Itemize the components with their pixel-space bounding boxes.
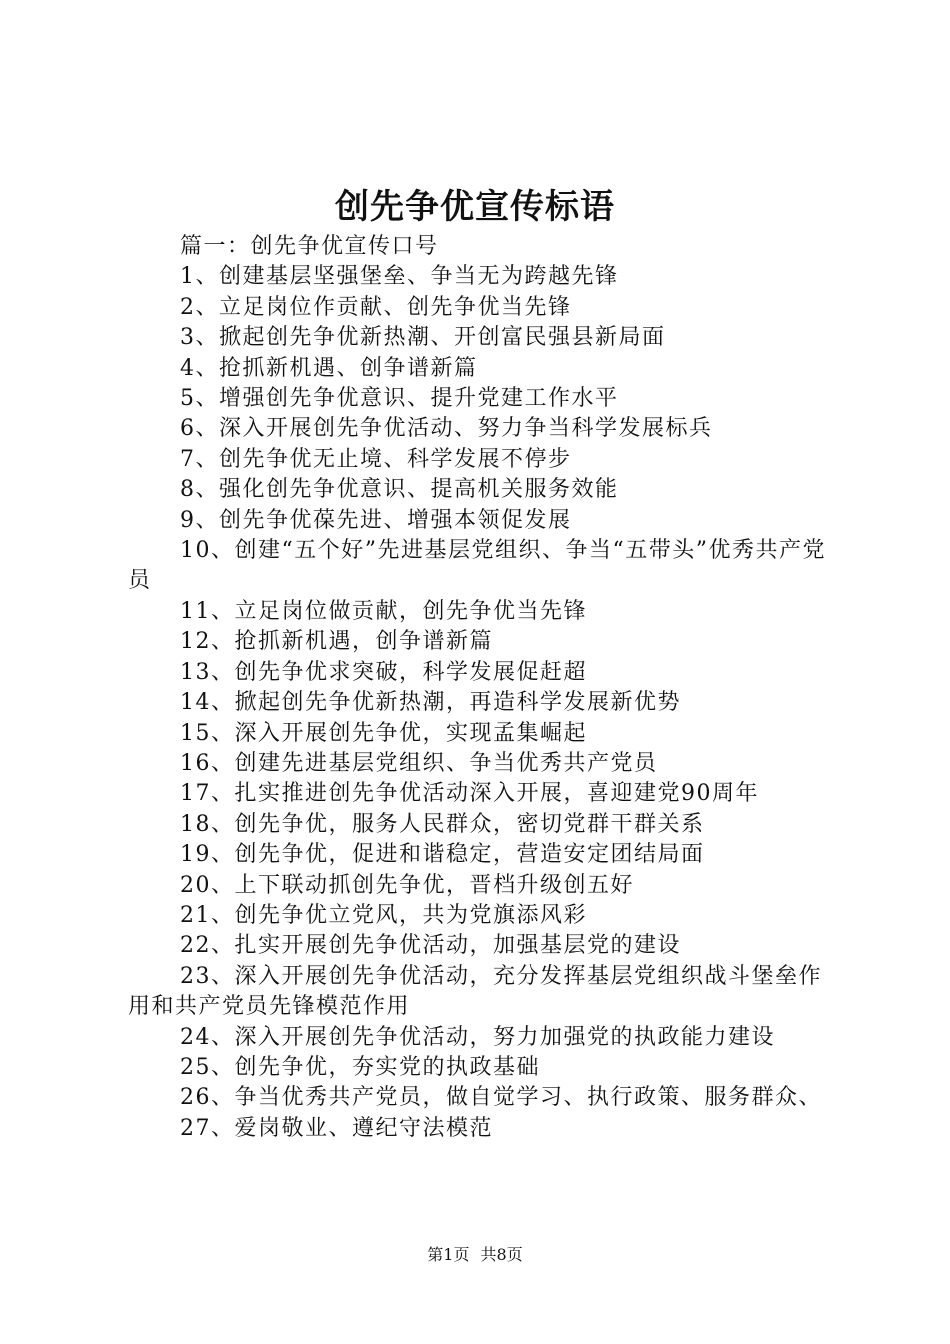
- page-footer: [0, 1244, 950, 1266]
- document-title: 创先争优宣传标语: [335, 187, 615, 227]
- slogan-item: 26、争当优秀共产党员，做自觉学习、执行政策、服务群众、: [180, 1085, 822, 1111]
- slogan-item: 16、创建先进基层党组织、争当优秀共产党员: [180, 750, 658, 776]
- slogan-item: 21、创先争优立党风，共为党旗添风彩: [180, 902, 587, 928]
- slogan-item: 20、上下联动抓创先争优，晋档升级创五好: [180, 872, 634, 898]
- document-body: [128, 232, 838, 1144]
- page-total: 共8页: [480, 1245, 523, 1264]
- slogan-item: 5、增强创先争优意识、提升党建工作水平: [180, 386, 619, 412]
- slogan-item: 9、创先争优葆先进、增强本领促发展: [180, 507, 572, 533]
- slogan-item: 19、创先争优，促进和谐稳定，营造安定团结局面: [180, 842, 705, 868]
- slogan-item: 14、掀起创先争优新热潮，再造科学发展新优势: [180, 690, 681, 716]
- slogan-item: 18、创先争优，服务人民群众，密切党群干群关系: [180, 811, 705, 837]
- slogan-item: 24、深入开展创先争优活动，努力加强党的执政能力建设: [180, 1024, 775, 1050]
- slogan-item: 10、创建“五个好”先进基层党组织、争当“五带头”优秀共产党员: [128, 538, 826, 594]
- slogan-item: 1、创建基层坚强堡垒、争当无为跨越先锋: [180, 264, 619, 290]
- slogan-item: 3、掀起创先争优新热潮、开创富民强县新局面: [180, 325, 666, 351]
- slogan-item: 2、立足岗位作贡献、创先争优当先锋: [180, 294, 572, 320]
- slogan-item: 4、抢抓新机遇、创争谱新篇: [180, 355, 478, 381]
- slogan-item: 15、深入开展创先争优，实现孟集崛起: [180, 720, 587, 746]
- slogan-item: 22、扎实开展创先争优活动，加强基层党的建设: [180, 933, 681, 959]
- section-heading: 篇一：创先争优宣传口号: [180, 234, 439, 259]
- slogan-item: 25、创先争优，夯实党的执政基础: [180, 1054, 540, 1080]
- slogan-item: 27、爱岗敬业、遵纪守法模范: [180, 1115, 493, 1141]
- slogan-item: 8、强化创先争优意识、提高机关服务效能: [180, 477, 619, 503]
- slogan-item: 23、深入开展创先争优活动，充分发挥基层党组织战斗堡垒作用和共产党员先锋模范作用: [128, 963, 822, 1020]
- slogan-item: 7、创先争优无止境、科学发展不停步: [180, 446, 572, 472]
- slogan-item: 6、深入开展创先争优活动、努力争当科学发展标兵: [180, 416, 713, 442]
- slogan-item: 12、抢抓新机遇，创争谱新篇: [180, 629, 493, 655]
- slogan-item: 13、创先争优求突破，科学发展促赶超: [180, 659, 587, 685]
- slogan-item: 17、扎实推进创先争优活动深入开展，喜迎建党90周年: [180, 781, 759, 807]
- page-number: 第1页: [427, 1245, 470, 1264]
- slogan-item: 11、立足岗位做贡献，创先争优当先锋: [180, 598, 587, 624]
